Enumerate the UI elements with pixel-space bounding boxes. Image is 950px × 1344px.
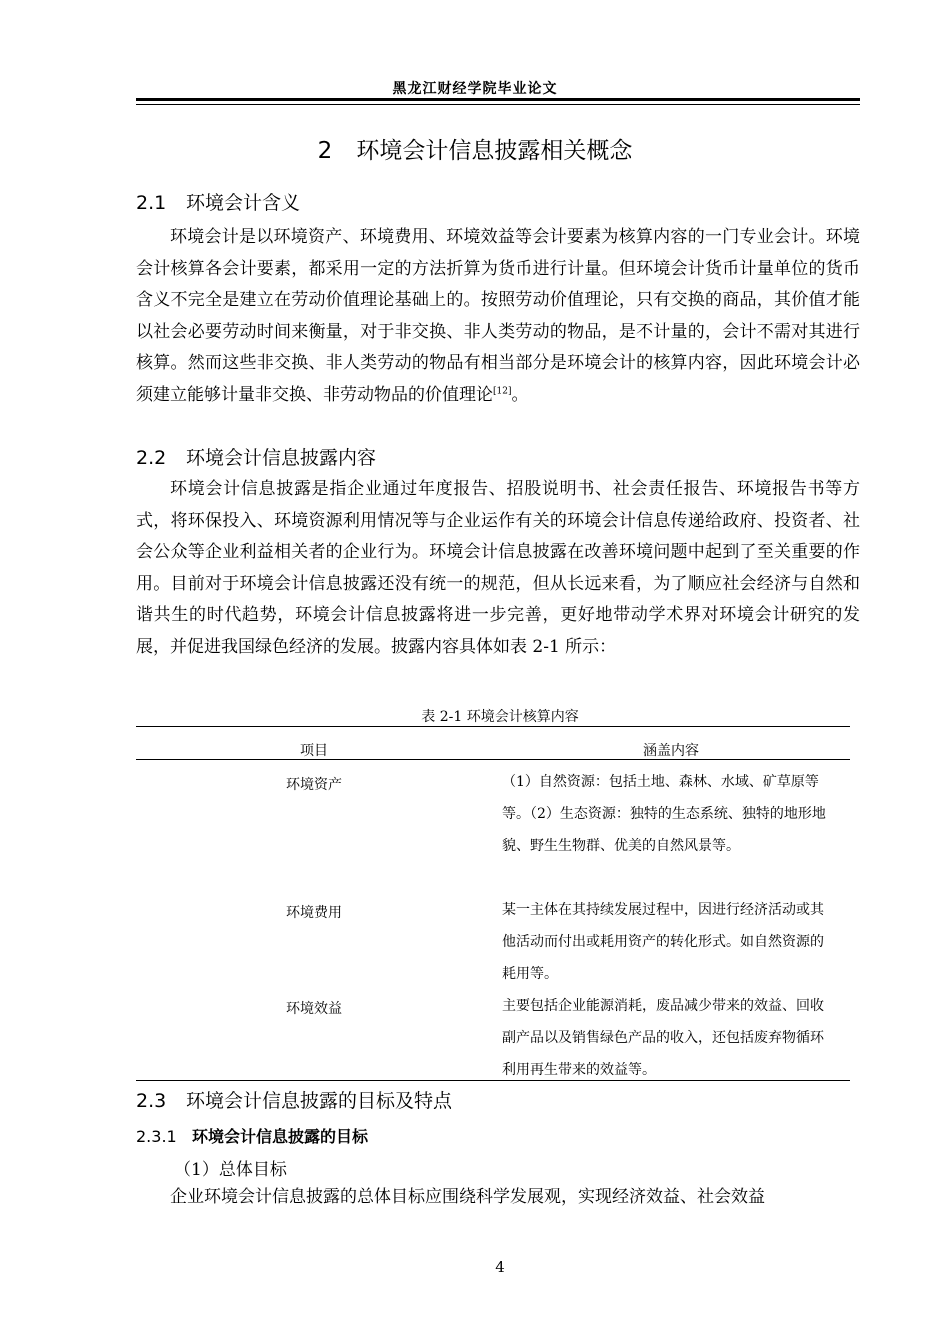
header-rule-thick bbox=[136, 98, 860, 101]
subsection-title: 环境会计信息披露的目标 bbox=[192, 1127, 369, 1146]
section-title: 环境会计信息披露内容 bbox=[186, 447, 377, 469]
section-title: 环境会计含义 bbox=[186, 192, 301, 214]
paragraph-end: 。 bbox=[511, 384, 529, 405]
running-header: 黑龙江财经学院毕业论文 bbox=[392, 81, 558, 97]
table-header-content: 涵盖内容 bbox=[643, 743, 699, 759]
table-caption: 表 2-1 环境会计核算内容 bbox=[421, 709, 579, 725]
citation: [12] bbox=[493, 385, 512, 396]
table-header-item: 项目 bbox=[300, 743, 328, 759]
header-rule-thin bbox=[136, 104, 860, 105]
subsection-heading-2-3-1 bbox=[136, 1124, 368, 1147]
table-row-content: 某一主体在其持续发展过程中，因进行经济活动或其他活动而付出或耗用资产的转化形式。如自然资源的耗用等。 bbox=[502, 902, 824, 982]
table-row-label: 环境费用 bbox=[286, 905, 342, 921]
chapter-number: 2 bbox=[317, 138, 333, 164]
chapter-title-text: 环境会计信息披露相关概念 bbox=[356, 138, 633, 164]
paragraph-2-2: 环境会计信息披露是指企业通过年度报告、招股说明书、社会责任报告、环境报告书等方式，将环保投入、环境资源利用情况等与企业运作有关的环境会计信息传递给政府、投资者、社会公众等企业利益相关者的企业行为。环境会计信息披露在改善环境问题中起到了至关重要的作用。目前对于环境会计信息披露还没有统一的规范，但从长远来看，为了顺应社会经济与自然和谐共生的时代趋势，环境会计信息披露将进一步完善，更好地带动学术界对环境会计研究的发展，并促进我国绿色经济的发展。披露内容具体如表 2-1 所示： bbox=[136, 479, 860, 657]
table-bottom-rule bbox=[136, 1080, 850, 1081]
list-item-overall-goal: （1）总体目标 bbox=[174, 1160, 287, 1180]
page-number: 4 bbox=[495, 1258, 505, 1276]
section-number: 2.3 bbox=[136, 1090, 167, 1112]
section-heading-2-3 bbox=[136, 1086, 452, 1113]
section-heading-2-2 bbox=[136, 443, 376, 470]
subsection-number: 2.3.1 bbox=[136, 1127, 177, 1146]
table-row-label: 环境资产 bbox=[286, 777, 342, 793]
section-title: 环境会计信息披露的目标及特点 bbox=[186, 1090, 453, 1112]
paragraph-2-1 bbox=[136, 222, 860, 411]
table-row-content: 主要包括企业能源消耗，废品减少带来的效益、回收副产品以及销售绿色产品的收入，还包括废弃物循环利用再生带来的效益等。 bbox=[502, 998, 824, 1078]
paragraph-2-3-1: 企业环境会计信息披露的总体目标应围绕科学发展观，实现经济效益、社会效益 bbox=[170, 1187, 765, 1207]
section-number: 2.2 bbox=[136, 447, 167, 469]
table-top-rule bbox=[136, 726, 850, 727]
chapter-title bbox=[0, 132, 950, 165]
table-header-rule bbox=[136, 759, 850, 760]
paragraph-text: 环境会计是以环境资产、环境费用、环境效益等会计要素为核算内容的一门专业会计。环境会计核算各会计要素，都采用一定的方法折算为货币进行计量。但环境会计货币计量单位的货币含义不完全是建立在劳动价值理论基础上的。按照劳动价值理论，只有交换的商品，其价值才能以社会必要劳动时间来衡量，对于非交换、非人类劳动的物品，是不计量的，会计不需对其进行核算。然而这些非交换、非人类劳动的物品有相当部分是环境会计的核算内容，因此环境会计必须建立能够计量非交换、非劳动物品的价值理论 bbox=[136, 227, 860, 405]
table-row-label: 环境效益 bbox=[286, 1001, 342, 1017]
section-number: 2.1 bbox=[136, 192, 167, 214]
table-row-content: （1）自然资源：包括土地、森林、水域、矿草原等等。（2）生态资源：独特的生态系统、独特的地形地貌、野生生物群、优美的自然风景等。 bbox=[502, 774, 826, 854]
section-heading-2-1 bbox=[136, 188, 300, 215]
